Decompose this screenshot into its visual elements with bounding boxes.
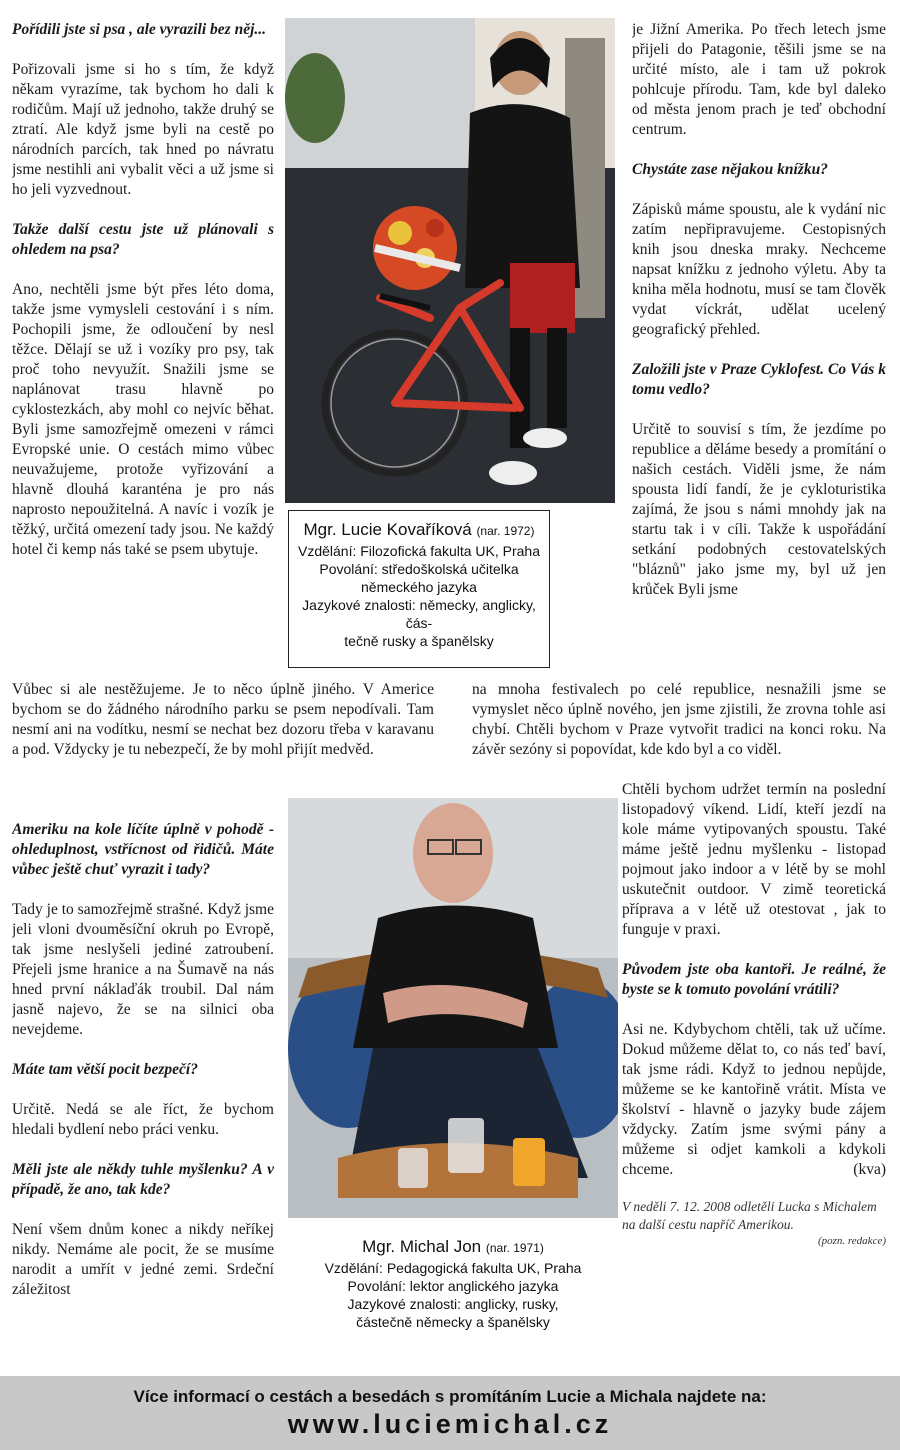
caption-languages-cont: tečně rusky a španělsky <box>344 633 494 649</box>
answer: Není všem dnům konec a nikdy neříkej nikdy. Nemáme ale pocit, že se musíme narodit a umřít v jedné zemi. Srdeční záležitost <box>12 1221 274 1298</box>
caption-name-line <box>289 519 549 542</box>
caption-education: Vzdělání: Filozofická fakulta UK, Praha <box>297 543 540 559</box>
footer-info-text: Více informací o cestách a besedách s promítáním Lucie a Michala najdete na: <box>133 1387 767 1406</box>
question: Ameriku na kole líčíte úplně v pohodě - ohleduplnost, vstřícnost od řidičů. Máte vůbec ještě chuť vyrazit i tady? <box>12 821 274 878</box>
answer: Určitě. Nedá se ale říct, že bychom hledali bydlení nebo práci venku. <box>12 1101 274 1138</box>
caption-education: Vzdělání: Pedagogická fakulta UK, Praha <box>324 1260 582 1276</box>
left-column-wide <box>12 680 434 760</box>
answer: Asi ne. Kdybychom chtěli, tak už učíme. Dokud můžeme dělat to, co nás teď baví, tak jsme rádi. Když to jednou nepůjde, můžeme se ke kantořině vrátit. Místa ve školství - hlavně o jazyky bude zájem vždycky. Zatím jsme svými pány a můžeme si odjet kamkoli a kdykoli chceme. <box>622 1021 886 1178</box>
caption-languages: Jazykové znalosti: anglicky, rusky, <box>347 1296 559 1312</box>
answer: Ano, nechtěli jsme být přes léto doma, takže jsme vymysleli cestování i s ním. Pochopili jsme, že odloučení by nesl těžce. Dělají se už i vozíky pro psy, tak proč toho nevyužít. Snažili jsme se naplánovat trasu hlavně po cyklostezkách, aby mohl co nejvíc běhat. Byli jsme samozřejmě omezeni v rámci Evropské unie. O cestách mimo vůbec neuvažujeme, protože vyřizování a hlavně dlouhá karanténa je pro nás naprosto nepoužitelná. A navíc i vozík je těžký, určitá omezení tady jsou. Ne každý hotel či kemp nás také se psem ubytuje. <box>12 281 274 558</box>
photo-lucie-illustration <box>285 18 615 503</box>
photo-michal-illustration <box>288 798 618 1218</box>
photo-michal-seated <box>288 798 618 1218</box>
left-column-top <box>12 20 274 560</box>
question: Založili jste v Praze Cyklofest. Co Vás k tomu vedlo? <box>632 361 886 398</box>
left-column-bottom <box>12 820 274 1300</box>
editor-note: V neděli 7. 12. 2008 odletěli Lucka s Michalem na další cestu napříč Amerikou. <box>622 1199 877 1232</box>
answer: je Jižní Amerika. Po třech letech jsme přijeli do Patagonie, těšili jsme se na určité místo, ale i tam už pokrok pohlcuje přírodu. Tam, kde byl daleko od města jenom prach je teď obchodní centrum. <box>632 21 886 138</box>
caption-occupation: Povolání: středoškolská učitelka <box>319 561 519 577</box>
caption-occupation-cont: německého jazyka <box>361 579 477 595</box>
caption-name: Mgr. Lucie Kovaříková <box>303 520 472 539</box>
editor-note-source: (pozn. redakce) <box>817 1234 886 1247</box>
caption-michal <box>288 1220 618 1376</box>
question: Původem jste oba kantoři. Je reálné, že byste se k tomuto povolání vrátili? <box>622 961 886 998</box>
right-column-bottom <box>622 780 886 1259</box>
answer: Vůbec si ale nestěžujeme. Je to něco úplně jiného. V Americe bychom se do žádného národního parku se psem nepodívali. Tam nesmí ani na vodítku, nesmí se nechat bez dozoru třeba v karavanu a pod. Vždycky je tu nebezpečí, že by mohl přijít medvěd. <box>12 681 434 758</box>
footer-banner <box>0 1376 900 1450</box>
answer: Chtěli bychom udržet termín na poslední listopadový víkend. Lidí, kteří jezdí na kole máme vytipovaných spoustu. Také máme ještě jednu myšlenku - listopad pojmout jako indoor a v létě by se mohl uskutečnit outdoor. V zimě teoretická příprava a v létě už otestovat , jak to funguje v praxi. <box>622 781 886 938</box>
footer-website-link[interactable]: www.luciemichal.cz <box>287 1409 613 1439</box>
answer: Pořizovali jsme si ho s tím, že když někam vyrazíme, tak bychom ho dali k rodičům. Mají už jednoho, takže druhý se ztratí. Ale když jsme byli na cestě po národních parcích, tak hned po návratu jsme nestihli ani vybalit věci a už jsme si ho jeli vyzvednout. <box>12 61 274 198</box>
right-column-top <box>632 20 886 600</box>
photo-lucie-bicycle <box>285 18 615 503</box>
answer: Zápisků máme spoustu, ale k vydání nic zatím nepřipravujeme. Cestopisných knih jsou dneska mraky. Nechceme napsat knížku z jednoho výletu. Aby ta kniha měla hodnotu, musí se tam člověk vydat víckrát, udělat ucelený geografický přehled. <box>632 201 886 338</box>
caption-lucie <box>288 510 550 668</box>
answer: na mnoha festivalech po celé republice, nesnažili jsme se vymyslet něco úplně nového, jen jsme zjistili, že zrovna tohle asi chybí. Chtěli bychom v Praze vytvořit tradici na konci roku. Na závěr sezóny si popovídat, kde kdo byl a co viděl. <box>472 681 886 758</box>
caption-languages-cont: částečně německy a španělsky <box>356 1314 550 1330</box>
question: Pořídili jste si psa , ale vyrazili bez něj... <box>12 21 267 38</box>
question: Měli jste ale někdy tuhle myšlenku? A v případě, že ano, tak kde? <box>12 1161 274 1198</box>
author-signature: (kva) <box>853 1161 886 1178</box>
caption-birth-year: (nar. 1972) <box>476 524 535 538</box>
answer: Určitě to souvisí s tím, že jezdíme po republice a děláme besedy a promítání o našich cestách. Viděli jsme, že nám spousta lidí fandí, že je cykloturistika zajímá, že jsou s námi mnohdy jak na startu tak i v cíli. Takže k uspořádání setkání podobných cestovatelských "bláznů" jako jsme my, byl už jen krůček Byli jsme <box>632 421 886 598</box>
caption-name-line <box>288 1236 618 1259</box>
question: Máte tam větší pocit bezpečí? <box>12 1061 198 1078</box>
caption-languages: Jazykové znalosti: německy, anglicky, čás- <box>302 597 536 631</box>
question: Takže další cestu jste už plánovali s ohledem na psa? <box>12 221 274 258</box>
caption-occupation: Povolání: lektor anglického jazyka <box>347 1278 559 1294</box>
caption-name: Mgr. Michal Jon <box>362 1237 482 1256</box>
caption-birth-year: (nar. 1971) <box>485 1241 544 1255</box>
answer: Tady je to samozřejmě strašné. Když jsme jeli vloni dvouměsíční okruh po Evropě, tak jsme neslyšeli jediné zatroubení. Přejeli jsme hranice a na Šumavě na nás hned první náklaďák troubil. Dal nám jasně najevo, že se na silnici oba nevejdeme. <box>12 901 274 1038</box>
question: Chystáte zase nějakou knížku? <box>632 161 828 178</box>
right-column-wide <box>472 680 886 760</box>
